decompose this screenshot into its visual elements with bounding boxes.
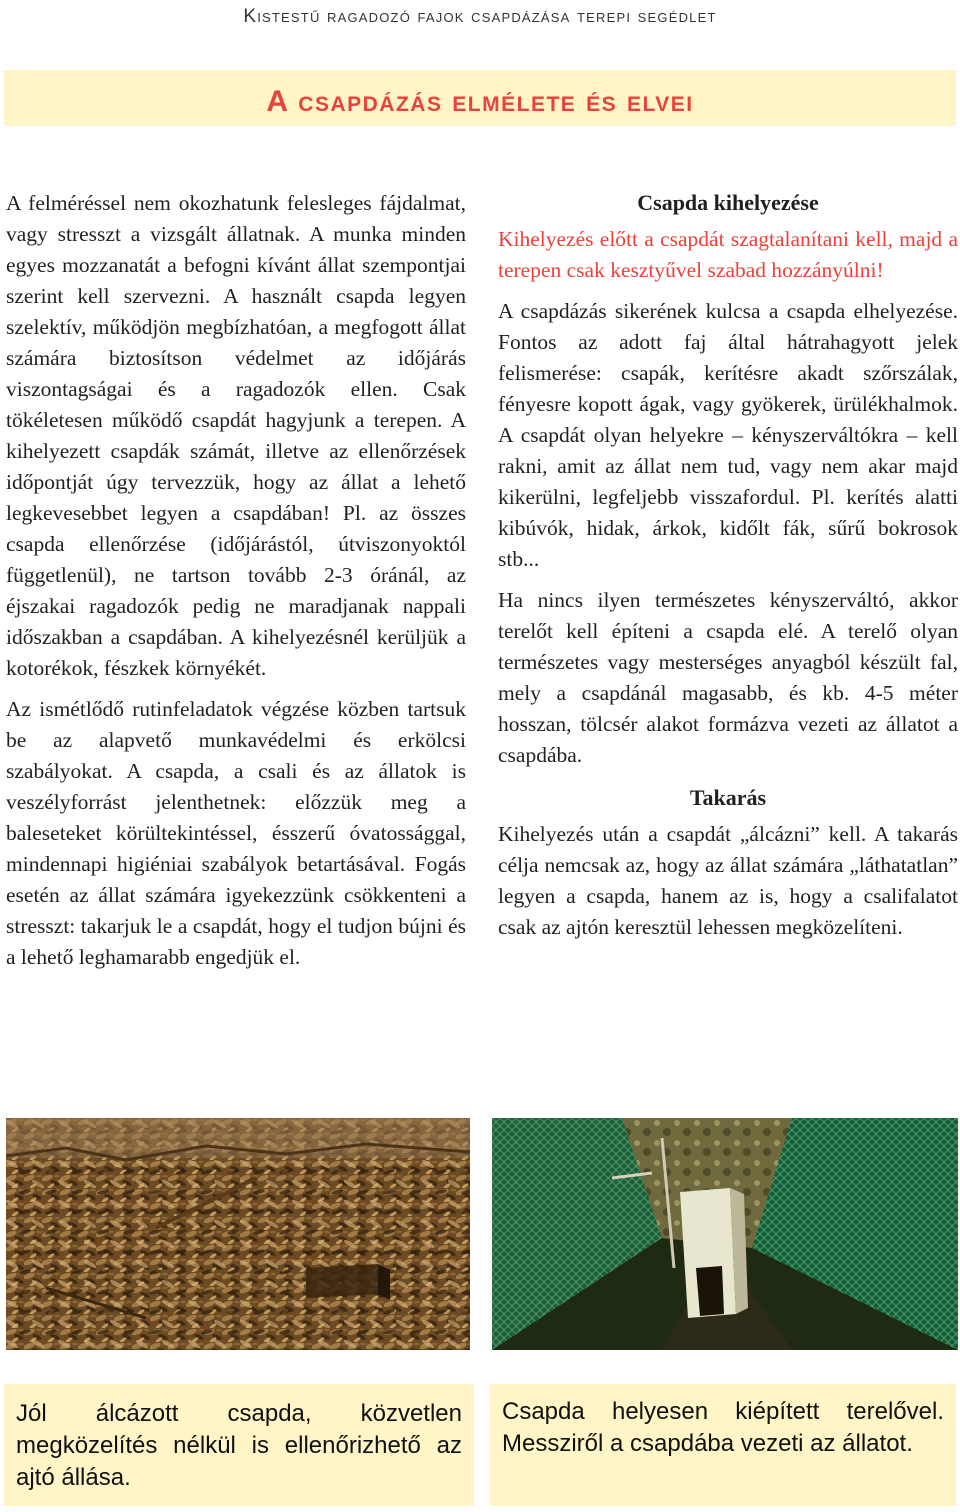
right-paragraph-3: Kihelyezés után a csapdát „álcázni” kell. A takarás célja nemcsak az, hogy az állat számára „láthatatlan” legyen a csapda, hanem az is, hogy a csalifalatot csak az ajtón keresztül lehessen megközelíteni. — [498, 822, 958, 939]
left-paragraph-1: A felméréssel nem okozhatunk felesleges fájdalmat, vagy stresszt a vizsgált állatnak. A munka minden egyes mozzanatát a befogni kívánt állat szempontjai szerint kell szervezni. A használt csapda legyen szelektív, működjön megbízhatóan, a megfogott állat számára biztosítson védelmet az időjárás viszontagságai és a ragadozók ellen. Csak tökéletesen működő csapdát hagyjunk a terepen. A kihelyezett csapdák számát, illetve az ellenőrzések időpontját úgy tervezzük, hogy az állat a lehető legkevesebbet legyen a csapdában! Pl. az összes csapda ellenőrzése (időjárástól, útviszonyoktól függetlenül), ne tartson tovább 2-3 óránál, az éjszakai ragadozók pedig ne maradjanak nappali időszakban a csapdában. A kihelyezésnél kerüljük a kotorékok, fészkek környékét. — [6, 191, 466, 680]
caption-right: Csapda helyesen kiépített terelővel. Messziről a csapdába vezeti az állatot. — [490, 1384, 956, 1506]
section-heading-covering: Takarás — [689, 785, 767, 810]
caption-left: Jól álcázott csapda, közvetlen megközelítés nélkül is ellenőrizhető az ajtó állása. — [4, 1384, 474, 1506]
page-title: A csapdázás elmélete és elvei — [266, 85, 694, 118]
right-paragraph-1: A csapdázás sikerének kulcsa a csapda elhelyezése. Fontos az adott faj által hátrahagyott jelek felismerése: csapák, kerítésre akadt szőrszálak, fényesre kopott ágak, vagy gyökerek, ürülékhalmok. A csapdát olyan helyekre – kényszerváltókra – kell rakni, amit az állat nem tud, vagy nem akar majd kikerülni, legfeljebb visszafordul. Pl. kerítés alatti kibúvók, hidak, árkok, kidőlt fák, sűrű bokrosok stb... — [498, 299, 958, 571]
section-heading-placement: Csapda kihelyezése — [637, 190, 819, 215]
left-paragraph-2: Az ismétlődő rutinfeladatok végzése közben tartsuk be az alapvető munkavédelmi és erkölcsi szabályokat. A csapda, a csali és az állatok is veszélyforrást jelenthetnek: előzzük meg a baleseteket körültekintéssel, ésszerű óvatossággal, mindennapi higiéniai szabályok betartásával. Fogás esetén az állat számára igyekezzünk csökkenteni a stresszt: takarjuk le a csapdát, hogy el tudjon bújni és a lehető leghamarabb engedjük el. — [6, 697, 466, 969]
photo-trap-with-fence — [492, 1118, 958, 1350]
left-text-column — [6, 188, 466, 983]
running-header: Kistestű ragadozó fajok csapdázása terepi segédlet — [243, 6, 717, 27]
right-paragraph-2: Ha nincs ilyen természetes kényszerváltó, akkor terelőt kell építeni a csapda elé. A terelő olyan természetes vagy mesterséges anyagból készült fal, mely a csapdánál magasabb, és kb. 4-5 méter hosszan, tölcsér alakot formázva vezeti az állatot a csapdába. — [498, 588, 958, 767]
trap-fence-image — [492, 1118, 958, 1350]
right-text-column — [498, 186, 958, 953]
warning-text: Kihelyezés előtt a csapdát szagtalanítani kell, majd a terepen csak kesztyűvel szabad hozzányúlni! — [498, 227, 958, 282]
title-band — [4, 70, 956, 126]
leaf-litter-image — [6, 1118, 470, 1350]
photo-camouflaged-trap — [6, 1118, 470, 1350]
